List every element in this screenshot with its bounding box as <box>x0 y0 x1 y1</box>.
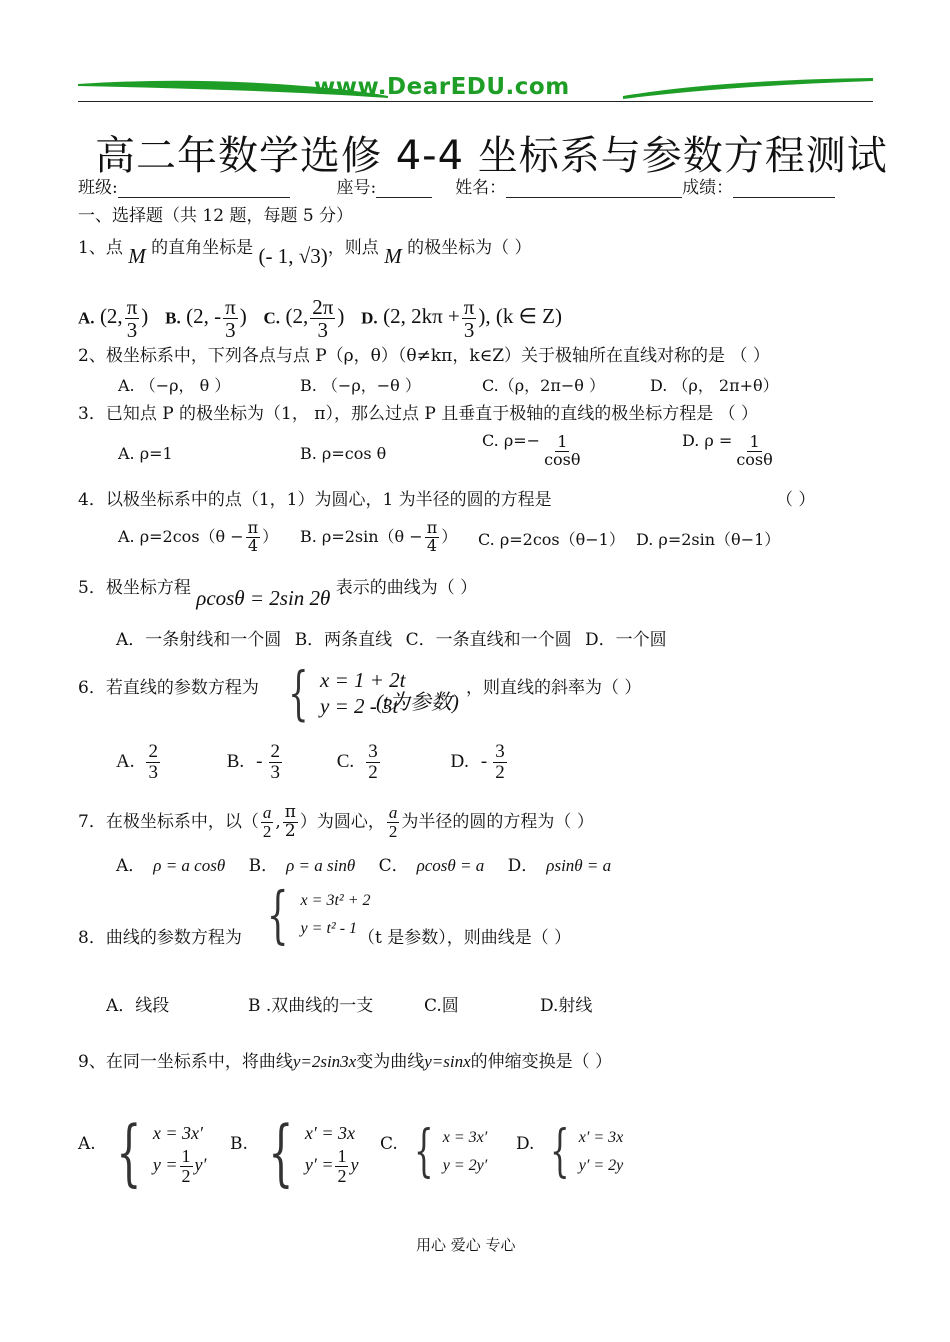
score-field[interactable] <box>733 180 835 198</box>
class-field[interactable] <box>118 180 290 198</box>
q7-option-c[interactable]: C． ρcosθ = a <box>378 856 485 876</box>
q7-option-d[interactable]: D． ρsinθ = a <box>507 856 612 876</box>
q1-post: 的极坐标为（ ） <box>407 238 532 258</box>
q7-pre: 7．在极坐标系中，以（ <box>78 811 259 832</box>
seat-field[interactable] <box>376 180 432 198</box>
q3-option-c[interactable]: C. ρ=− $\frac{1}{\cos\theta}$ <box>482 430 581 469</box>
q8-line-1: x = 3t² + 2 <box>300 892 371 909</box>
q4-option-d[interactable]: D. ρ=2sin（θ−1） <box>636 530 781 549</box>
q2-option-c[interactable]: C.（ρ，2π−θ ） <box>482 376 605 395</box>
question-5-stem <box>78 576 478 610</box>
q5-option-b[interactable]: B．两条直线 <box>294 630 393 650</box>
q4-option-c[interactable]: C. ρ=2cos（θ−1） <box>478 530 625 549</box>
q2-option-b[interactable]: B. （−ρ，−θ ） <box>300 376 421 395</box>
q7-post: 为半径的圆的方程为（ ） <box>401 811 594 832</box>
brace-icon: { <box>116 1110 142 1194</box>
q6-option-c[interactable]: C. $\frac{3}{2}$ <box>336 741 378 783</box>
q4-option-a[interactable]: A. ρ=2cos（θ − $\frac{\pi}{4}$ ） <box>118 518 279 555</box>
q6-post: ，则直线的斜率为（ ） <box>466 678 642 698</box>
q4-paren: （ ） <box>776 490 816 510</box>
q6-option-b[interactable]: B. - $\frac{2}{3}$ <box>226 741 280 783</box>
q1-option-c-label: C. <box>263 308 281 328</box>
page-footer: 用心 爱心 专心 <box>416 1236 516 1254</box>
q4-option-b[interactable]: B. ρ=2sin（θ − $\frac{\pi}{4}$ ） <box>300 518 458 555</box>
brace-icon: { <box>550 1119 570 1184</box>
q5-equation: ρcosθ = 2sin 2θ <box>196 586 331 610</box>
q9-mid: 变为曲线 <box>356 1052 425 1072</box>
q6-line-2: y = 2 - 3t <box>320 694 399 718</box>
q1-mid: 的直角坐标是 <box>151 238 254 258</box>
q1-option-a-label: A. <box>78 308 95 328</box>
logo-text: www.DearEDU.com <box>314 74 570 100</box>
q6-option-a[interactable]: A. $\frac{2}{3}$ <box>116 741 158 783</box>
header-rule <box>78 101 873 102</box>
question-2-stem: 2、极坐标系中，下列各点与点 P（ρ，θ）（θ≠kπ，k∈Z）关于极轴所在直线对称的是 （ ） <box>78 346 770 366</box>
brace-icon: { <box>266 878 289 951</box>
section-heading: 一、选择题（共 12 题，每题 5 分） <box>78 206 354 226</box>
question-6-options <box>116 742 509 783</box>
info-line <box>78 178 835 198</box>
question-1-stem <box>78 236 532 268</box>
question-1-options <box>78 296 562 341</box>
brace-icon: { <box>414 1119 434 1184</box>
q7-option-b[interactable]: B． ρ = a sinθ <box>248 856 356 876</box>
question-5-options <box>116 630 667 650</box>
q8-option-b[interactable]: B .双曲线的一支 <box>248 996 374 1016</box>
q1-comma: ，则点 <box>327 238 379 258</box>
q9-option-a[interactable]: { x = 3x′ y = $\frac{1}{2}$ y′ <box>116 1110 207 1194</box>
brace-icon: { <box>268 1110 294 1194</box>
q5-pre: 5．极坐标方程 <box>78 578 191 598</box>
q7-mid: ）为圆心， <box>299 811 385 832</box>
question-8-pre: 8．曲线的参数方程为 <box>78 928 242 948</box>
header-logo <box>78 70 873 110</box>
q7-option-a[interactable]: A． ρ = a cosθ <box>116 856 226 876</box>
q5-post: 表示的曲线为（ ） <box>335 578 478 598</box>
q5-option-c[interactable]: C．一条直线和一个圆 <box>405 630 572 650</box>
name-label: 姓名： <box>455 178 507 198</box>
q1-coord: (- 1, √3) <box>258 244 328 268</box>
q9-pre: 9、在同一坐标系中，将曲线 <box>78 1052 293 1072</box>
seat-label: 座号: <box>336 178 377 198</box>
q8-option-a[interactable]: A．线段 <box>106 996 170 1016</box>
q9-option-b-label: B. <box>230 1134 248 1154</box>
question-9-stem <box>78 1052 612 1072</box>
q2-option-a[interactable]: A. （−ρ， θ ） <box>118 376 231 395</box>
q5-option-a[interactable]: A．一条射线和一个圆 <box>116 630 282 650</box>
q8-system <box>258 878 371 951</box>
question-3-stem: 3．已知点 P 的极坐标为（1， π），那么过点 P 且垂直于极轴的直线的极坐标方程是 （ ） <box>78 404 759 424</box>
name-field[interactable] <box>506 180 682 198</box>
q8-line-2: y = t² - 1 <box>300 920 358 937</box>
class-label: 班级: <box>78 178 118 198</box>
q1-option-b-label: B. <box>165 308 181 328</box>
question-8-post: （t 是参数），则曲线是（ ） <box>358 928 572 948</box>
q8-option-c[interactable]: C.圆 <box>424 996 459 1016</box>
q9-curve-1: y=2sin3x <box>292 1052 357 1071</box>
q1-option-d-label: D. <box>361 308 378 328</box>
q9-option-c-label: C. <box>380 1134 398 1154</box>
q9-option-b[interactable]: { x′ = 3x y′ = $\frac{1}{2}$ y <box>268 1110 359 1194</box>
q1-option-a[interactable]: (2, $\frac{\pi}{3}$ ) <box>99 295 149 343</box>
q3-option-d[interactable]: D. ρ = $\frac{1}{\cos\theta}$ <box>682 430 773 469</box>
q3-option-a[interactable]: A. ρ=1 <box>118 444 173 463</box>
q1-option-d[interactable]: (2, 2kπ + $\frac{\pi}{3}$ ), (k ∈ Z) <box>383 295 562 343</box>
q2-option-d[interactable]: D. （ρ， 2π+θ） <box>650 376 779 395</box>
q6-param: (t为参数) <box>376 690 459 714</box>
score-label: 成绩： <box>682 178 734 198</box>
q9-post: 的伸缩变换是（ ） <box>470 1052 613 1072</box>
q9-option-d-label: D. <box>516 1134 535 1154</box>
q3-option-b[interactable]: B. ρ=cos θ <box>300 444 387 463</box>
brace-icon: { <box>288 659 309 727</box>
q5-option-d[interactable]: D．一个圆 <box>585 630 667 650</box>
question-4-stem: 4．以极坐标系中的点（1，1）为圆心，1 为半径的圆的方程是 <box>78 490 552 510</box>
q1-point-m-2: M <box>384 244 402 268</box>
q9-curve-2: y=sinx <box>424 1052 471 1071</box>
question-7-stem: 7．在极坐标系中，以（ $\frac{a}{2}$ , $\frac{\pi}{2}$ ）为圆心， $\frac{a}{2}$ 为半径的圆的方程为（ ） <box>78 802 594 841</box>
q1-point-m: M <box>128 244 146 268</box>
q1-option-b[interactable]: (2, - $\frac{\pi}{3}$ ) <box>186 295 247 343</box>
q1-option-c[interactable]: (2, $\frac{2\pi}{3}$ ) <box>285 295 345 343</box>
q6-line-1: x = 1 + 2t <box>320 668 406 692</box>
q6-option-d[interactable]: D. - $\frac{3}{2}$ <box>450 741 505 783</box>
q9-option-d[interactable]: { x′ = 3x y′ = 2y <box>550 1119 624 1184</box>
q1-pre: 1、点 <box>78 238 123 258</box>
q9-option-c[interactable]: { x = 3x′ y = 2y′ <box>414 1119 488 1184</box>
page-title: 高二年数学选修 4-4 坐标系与参数方程测试 <box>95 133 888 179</box>
question-6-pre: 6．若直线的参数方程为 <box>78 678 259 698</box>
q8-option-d[interactable]: D.射线 <box>540 996 593 1016</box>
question-7-options <box>116 856 611 876</box>
q9-option-a-label: A. <box>78 1134 96 1154</box>
